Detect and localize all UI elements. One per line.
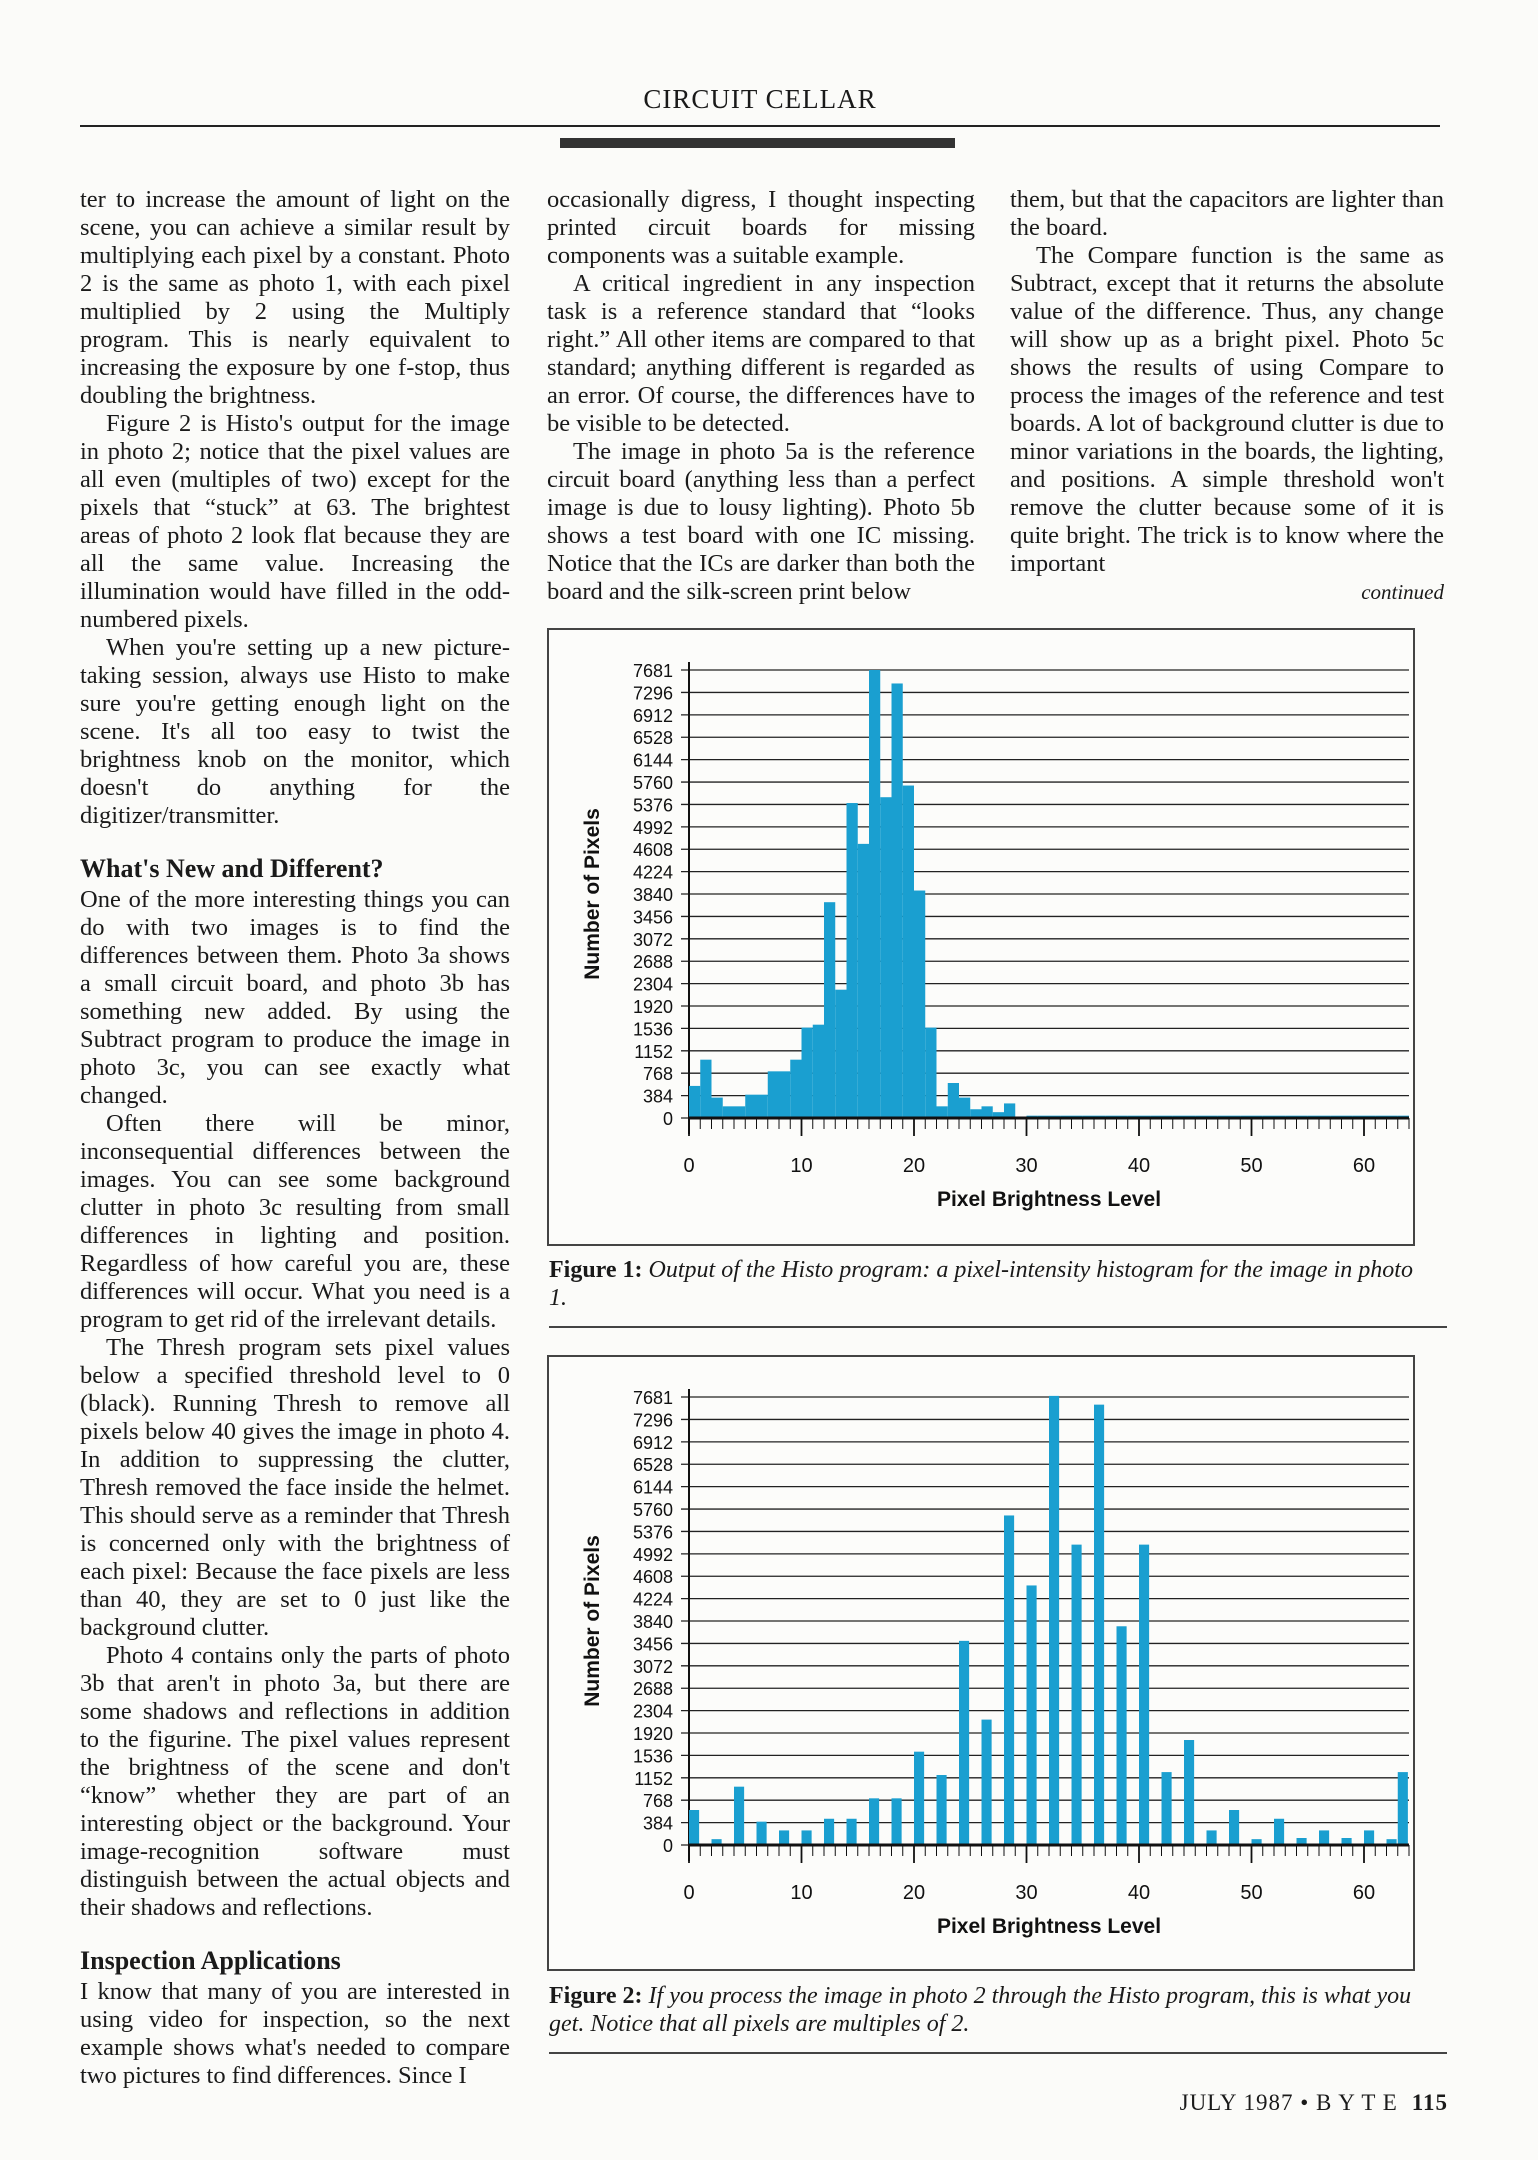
histogram-bar bbox=[1139, 1545, 1149, 1845]
x-tick-label: 0 bbox=[683, 1155, 695, 1177]
figure-2-box bbox=[547, 1355, 1415, 1971]
paragraph: I know that many of you are interested in using video for inspection, so the next example shows what's needed to compare two pictures to find differences. Since I bbox=[80, 1978, 510, 2089]
histogram-bar bbox=[1229, 1810, 1239, 1845]
paragraph: them, but that the capacitors are lighter than the board. bbox=[1010, 186, 1444, 241]
header-bar bbox=[560, 138, 955, 148]
page-footer bbox=[1180, 2090, 1448, 2116]
y-tick-label: 6528 bbox=[632, 1455, 673, 1476]
y-tick-label: 5376 bbox=[632, 795, 673, 816]
y-tick-label: 384 bbox=[642, 1086, 673, 1107]
figure-2-label: Figure 2: bbox=[549, 1983, 643, 2009]
histogram-bar bbox=[1274, 1819, 1284, 1845]
histogram-bar bbox=[835, 990, 846, 1118]
y-tick-label: 768 bbox=[642, 1791, 673, 1812]
x-tick-label: 10 bbox=[790, 1155, 813, 1177]
x-tick-label: 30 bbox=[1015, 1882, 1038, 1904]
histogram-bar bbox=[903, 786, 914, 1118]
y-tick-label: 6528 bbox=[632, 728, 673, 749]
x-tick-label: 0 bbox=[683, 1882, 695, 1904]
histogram-bar bbox=[1364, 1830, 1374, 1845]
histogram-bar bbox=[745, 1095, 756, 1118]
y-tick-label: 4992 bbox=[632, 817, 673, 838]
histogram-bar bbox=[1004, 1515, 1014, 1845]
y-tick-label: 7296 bbox=[632, 1410, 673, 1431]
histogram-bar bbox=[847, 803, 858, 1118]
histogram-bar bbox=[1184, 1740, 1194, 1845]
caption-rule bbox=[549, 1326, 1447, 1328]
x-tick-label: 40 bbox=[1127, 1155, 1151, 1177]
y-tick-label: 1536 bbox=[632, 1746, 673, 1767]
histogram-bar bbox=[1162, 1772, 1172, 1845]
histogram-bar bbox=[937, 1775, 947, 1845]
histogram-bar bbox=[869, 1798, 879, 1845]
figure-2-caption-text: If you process the image in photo 2 through the Histo program, this is what you get. Notice that all pixels are multiples of 2. bbox=[549, 1983, 1412, 2037]
histogram-bar bbox=[1319, 1830, 1329, 1845]
column-2 bbox=[547, 186, 975, 606]
y-tick-label: 768 bbox=[642, 1064, 673, 1085]
histogram-bar bbox=[734, 1787, 744, 1845]
y-tick-label: 1920 bbox=[632, 1724, 673, 1745]
histogram-bar bbox=[813, 1025, 824, 1118]
paragraph: occasionally digress, I thought inspecting printed circuit boards for missing components was a suitable example. bbox=[547, 186, 975, 269]
paragraph: One of the more interesting things you can do with two images is to find the differences between them. Photo 3a shows a small circuit board, and photo 3b has something new added. By using the Subtract program to produce the image in photo 3c, you can see exactly what changed. bbox=[80, 886, 510, 1109]
y-tick-label: 6912 bbox=[632, 1432, 673, 1453]
y-tick-label: 3456 bbox=[632, 1634, 673, 1655]
histogram-bar bbox=[1117, 1626, 1127, 1845]
footer-date: JULY 1987 • B Y T E bbox=[1179, 2090, 1398, 2115]
x-axis-label: Pixel Brightness Level bbox=[936, 1188, 1162, 1211]
histogram-bar bbox=[824, 1819, 834, 1845]
histogram-bar bbox=[1094, 1405, 1104, 1845]
y-axis-label: Number of Pixels bbox=[581, 808, 604, 980]
paragraph: Figure 2 is Histo's output for the image in photo 2; notice that the pixel values are all even (multiples of two) except for the pixels that “stuck” at 63. The brightest areas of photo 2 look flat because they are all the same value. Increasing the illumination would have filled in the odd-numbered pixels. bbox=[80, 410, 510, 633]
y-tick-label: 4224 bbox=[632, 862, 673, 883]
histogram-bar bbox=[914, 891, 925, 1118]
histogram-bar bbox=[779, 1830, 789, 1845]
y-tick-label: 1920 bbox=[632, 997, 673, 1018]
x-tick-label: 30 bbox=[1015, 1155, 1038, 1177]
paragraph: When you're setting up a new picture-taking session, always use Histo to make sure you're getting enough light on the scene. It's all too easy to twist the brightness knob on the monitor, which doesn't do anything for the digitizer/transmitter. bbox=[80, 634, 510, 829]
paragraph: Often there will be minor, inconsequential differences between the images. You can see some background clutter in photo 3c resulting from small differences in lighting and position. Regardless of how careful you are, these differences will occur. What you need is a program to get rid of the irrelevant details. bbox=[80, 1110, 510, 1333]
y-tick-label: 3456 bbox=[632, 907, 673, 928]
y-tick-label: 5376 bbox=[632, 1522, 673, 1543]
histogram-bar bbox=[959, 1098, 970, 1118]
histogram-bar bbox=[700, 1060, 711, 1118]
paragraph: A critical ingredient in any inspection task is a reference standard that “looks right.” All other items are compared to that standard; anything different is regarded as an error. Of course, the differences have to be visible to be detected. bbox=[547, 270, 975, 437]
histogram-bar bbox=[892, 1798, 902, 1845]
x-tick-label: 20 bbox=[902, 1155, 926, 1177]
y-tick-label: 4608 bbox=[632, 1567, 673, 1588]
y-tick-label: 7296 bbox=[632, 683, 673, 704]
histogram-bar bbox=[802, 1830, 812, 1845]
histogram-bar bbox=[948, 1083, 959, 1118]
histogram-bar bbox=[779, 1071, 790, 1118]
histogram-bar bbox=[1049, 1396, 1059, 1845]
paragraph: The image in photo 5a is the reference circuit board (anything less than a perfect image is due to lousy lighting). Photo 5b shows a test board with one IC missing. Notice that the ICs are darker than both the board and the silk-screen print below bbox=[547, 438, 975, 605]
histogram-bar bbox=[802, 1028, 813, 1118]
histogram-bar bbox=[880, 797, 891, 1118]
paragraph: Photo 4 contains only the parts of photo 3b that aren't in photo 3a, but there are some shadows and reflections in addition to the figurine. The pixel values represent the brightness of the scene and don't “know” whether they are part of an interesting object or the background. Your image-recognition software must distinguish between the actual objects and their shadows and reflections. bbox=[80, 1642, 510, 1921]
histogram-bar bbox=[723, 1106, 734, 1118]
x-tick-label: 20 bbox=[902, 1882, 926, 1904]
y-tick-label: 0 bbox=[662, 1109, 673, 1129]
histogram-bar bbox=[925, 1028, 936, 1118]
histogram-bar bbox=[1207, 1830, 1217, 1845]
figure-1-box bbox=[547, 628, 1415, 1246]
y-tick-label: 2688 bbox=[632, 1679, 673, 1700]
page-number: 115 bbox=[1411, 2090, 1448, 2115]
y-tick-label: 2688 bbox=[632, 952, 673, 973]
histogram-bar bbox=[757, 1095, 768, 1118]
y-tick-label: 4224 bbox=[632, 1589, 673, 1610]
histogram-bar bbox=[959, 1641, 969, 1845]
y-tick-label: 2304 bbox=[632, 1701, 673, 1722]
histogram-bar bbox=[847, 1819, 857, 1845]
y-tick-label: 2304 bbox=[632, 974, 673, 995]
y-tick-label: 3072 bbox=[632, 1656, 673, 1677]
x-tick-label: 50 bbox=[1240, 1882, 1263, 1904]
figure-1-caption-text: Output of the Histo program: a pixel-intensity histogram for the image in photo 1. bbox=[549, 1257, 1413, 1311]
histogram-bar bbox=[1004, 1103, 1015, 1118]
x-tick-label: 60 bbox=[1352, 1155, 1376, 1177]
y-tick-label: 6912 bbox=[632, 705, 673, 726]
histogram-bar bbox=[858, 844, 869, 1118]
x-tick-label: 50 bbox=[1240, 1155, 1263, 1177]
y-tick-label: 6144 bbox=[632, 750, 673, 771]
y-tick-label: 4992 bbox=[632, 1544, 673, 1565]
histogram-bar bbox=[757, 1822, 767, 1845]
histogram-bar bbox=[824, 902, 835, 1118]
histogram-bar bbox=[790, 1060, 801, 1118]
y-tick-label: 3072 bbox=[632, 929, 673, 950]
histogram-bar bbox=[892, 683, 903, 1118]
histogram-bar bbox=[734, 1106, 745, 1118]
x-tick-label: 10 bbox=[790, 1882, 813, 1904]
header-rule bbox=[80, 125, 1440, 127]
histogram-bar bbox=[1072, 1545, 1082, 1845]
histogram-bar bbox=[689, 1086, 700, 1118]
paragraph: ter to increase the amount of light on the scene, you can achieve a similar result by multiplying each pixel by a constant. Photo 2 is the same as photo 1, with each pixel multiplied by 2 using the Multiply program. This is nearly equivalent to increasing the exposure by one f-stop, thus doubling the brightness. bbox=[80, 186, 510, 409]
continued-note: continued bbox=[1361, 580, 1444, 604]
section-heading: What's New and Different? bbox=[80, 854, 384, 883]
paragraph: The Thresh program sets pixel values below a specified threshold level to 0 (black). Running Thresh to remove all pixels below 40 gives the image in photo 4. In addition to suppressing the clutter, Thresh removed the face inside the helmet. This should serve as a reminder that Thresh is concerned only with the brightness of each pixel: Because the face pixels are less than 40, they are set to 0 just like the background clutter. bbox=[80, 1334, 510, 1641]
y-tick-label: 7681 bbox=[632, 1388, 673, 1408]
figure-2-chart bbox=[549, 1357, 1413, 1969]
histogram-bar bbox=[869, 670, 880, 1118]
y-tick-label: 3840 bbox=[632, 885, 673, 906]
y-tick-label: 4608 bbox=[632, 840, 673, 861]
x-tick-label: 60 bbox=[1352, 1882, 1376, 1904]
figure-2-caption bbox=[549, 1982, 1429, 2038]
histogram-bar bbox=[914, 1752, 924, 1845]
running-header: CIRCUIT CELLAR bbox=[643, 84, 877, 114]
histogram-bar bbox=[1398, 1772, 1408, 1845]
y-tick-label: 384 bbox=[642, 1813, 673, 1834]
histogram-bar bbox=[982, 1720, 992, 1845]
column-1 bbox=[80, 186, 510, 2090]
y-tick-label: 7681 bbox=[632, 661, 673, 681]
y-tick-label: 5760 bbox=[632, 773, 673, 794]
histogram-bar bbox=[937, 1106, 948, 1118]
histogram-bar bbox=[768, 1071, 779, 1118]
figure-1-chart bbox=[549, 630, 1413, 1244]
y-tick-label: 1536 bbox=[632, 1019, 673, 1040]
y-tick-label: 1152 bbox=[634, 1041, 673, 1062]
histogram-bar bbox=[1027, 1585, 1037, 1845]
y-tick-label: 0 bbox=[662, 1836, 673, 1856]
y-tick-label: 6144 bbox=[632, 1477, 673, 1498]
x-axis-label: Pixel Brightness Level bbox=[936, 1915, 1162, 1938]
y-tick-label: 1152 bbox=[634, 1768, 673, 1789]
histogram-bar bbox=[712, 1098, 723, 1118]
column-3 bbox=[1010, 186, 1444, 606]
figure-1-caption bbox=[549, 1256, 1429, 1312]
caption-rule bbox=[549, 2052, 1447, 2054]
histogram-bar bbox=[982, 1106, 993, 1118]
section-heading: Inspection Applications bbox=[80, 1946, 341, 1975]
y-tick-label: 3840 bbox=[632, 1612, 673, 1633]
y-tick-label: 5760 bbox=[632, 1500, 673, 1521]
figure-1-label: Figure 1: bbox=[549, 1257, 643, 1283]
x-tick-label: 40 bbox=[1127, 1882, 1151, 1904]
histogram-bar bbox=[689, 1810, 699, 1845]
y-axis-label: Number of Pixels bbox=[581, 1535, 604, 1707]
paragraph: The Compare function is the same as Subtract, except that it returns the absolute value of the difference. Thus, any change will show up as a bright pixel. Photo 5c shows the results of using Compare to process the images of the reference and test boards. A lot of background clutter is due to minor variations in the boards, the lighting, and positions. A simple threshold won't remove the clutter because some of it is quite bright. The trick is to know where the important bbox=[1010, 242, 1444, 577]
